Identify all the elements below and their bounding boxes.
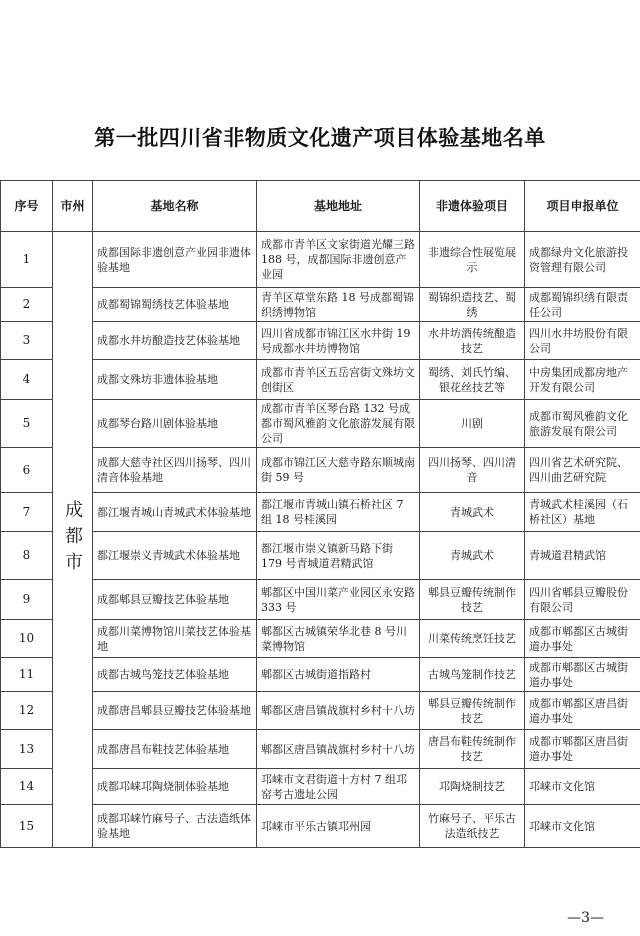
cell-base-name: 成都琴台路川剧体验基地 bbox=[93, 400, 257, 448]
cell-serial: 12 bbox=[1, 692, 53, 730]
table-row bbox=[1, 360, 640, 400]
table-row bbox=[1, 493, 640, 532]
table-row bbox=[1, 805, 640, 848]
table-row bbox=[1, 692, 640, 730]
cell-serial: 8 bbox=[1, 532, 53, 580]
cell-base-name: 成都国际非遗创意产业园非遗体验基地 bbox=[93, 232, 257, 288]
cell-project: 川菜传统烹饪技艺 bbox=[420, 620, 525, 658]
cell-unit: 四川水井坊股份有限公司 bbox=[525, 322, 640, 360]
table-row bbox=[1, 232, 640, 288]
cell-base-address: 郫都区中国川菜产业园区永安路 333 号 bbox=[257, 580, 420, 620]
cell-base-address: 成都市青羊区琴台路 132 号成都市蜀风雅韵文化旅游发展有限公司 bbox=[257, 400, 420, 448]
cell-serial: 7 bbox=[1, 493, 53, 532]
cell-project: 邛陶烧制技艺 bbox=[420, 769, 525, 805]
header-base-name: 基地名称 bbox=[93, 181, 257, 232]
cell-base-name: 成都邛崃邛陶烧制体验基地 bbox=[93, 769, 257, 805]
cell-unit: 中房集团成都房地产开发有限公司 bbox=[525, 360, 640, 400]
header-project: 非遗体验项目 bbox=[420, 181, 525, 232]
cell-project: 蜀锦织造技艺、蜀绣 bbox=[420, 288, 525, 322]
cell-unit: 成都市蜀风雅韵文化旅游发展有限公司 bbox=[525, 400, 640, 448]
cell-base-address: 邛崃市平乐古镇邛州园 bbox=[257, 805, 420, 848]
table-row bbox=[1, 532, 640, 580]
cell-unit: 成都市郫都区唐昌街道办事处 bbox=[525, 692, 640, 730]
cell-base-name: 成都水井坊酿造技艺体验基地 bbox=[93, 322, 257, 360]
cell-project: 蜀绣、刘氏竹编、银花丝技艺等 bbox=[420, 360, 525, 400]
cell-project: 青城武术 bbox=[420, 532, 525, 580]
document-title: 第一批四川省非物质文化遗产项目体验基地名单 bbox=[94, 126, 546, 150]
cell-base-address: 郫都区古城街道指路村 bbox=[257, 658, 420, 692]
header-serial: 序号 bbox=[1, 181, 53, 232]
table-row bbox=[1, 730, 640, 769]
cell-unit: 邛崃市文化馆 bbox=[525, 805, 640, 848]
cell-project: 四川扬琴、四川清音 bbox=[420, 448, 525, 493]
cell-serial: 3 bbox=[1, 322, 53, 360]
cell-project: 竹麻号子、平乐古法造纸技艺 bbox=[420, 805, 525, 848]
table-row bbox=[1, 658, 640, 692]
cell-unit: 青城道君精武馆 bbox=[525, 532, 640, 580]
cell-base-address: 郫都区唐昌镇战旗村乡村十八坊 bbox=[257, 730, 420, 769]
cell-base-name: 都江堰崇义青城武术体验基地 bbox=[93, 532, 257, 580]
table-row bbox=[1, 400, 640, 448]
cell-base-name: 成都文殊坊非遗体验基地 bbox=[93, 360, 257, 400]
table-row bbox=[1, 448, 640, 493]
cell-base-name: 成都邛崃竹麻号子、古法造纸体验基地 bbox=[93, 805, 257, 848]
cell-project: 唐昌布鞋传统制作技艺 bbox=[420, 730, 525, 769]
cell-serial: 13 bbox=[1, 730, 53, 769]
cell-base-address: 四川省成都市锦江区水井街 19 号成都水井坊博物馆 bbox=[257, 322, 420, 360]
cell-unit: 成都市郫都区古城街道办事处 bbox=[525, 620, 640, 658]
cell-base-name: 成都郫县豆瓣技艺体验基地 bbox=[93, 580, 257, 620]
cell-project: 郫县豆瓣传统制作技艺 bbox=[420, 692, 525, 730]
cell-base-address: 成都市锦江区大慈寺路东顺城南街 59 号 bbox=[257, 448, 420, 493]
cell-unit: 成都蜀锦织绣有限责任公司 bbox=[525, 288, 640, 322]
cell-base-name: 成都唐昌郫县豆瓣技艺体验基地 bbox=[93, 692, 257, 730]
table-row bbox=[1, 580, 640, 620]
cell-serial: 10 bbox=[1, 620, 53, 658]
header-base-address: 基地地址 bbox=[257, 181, 420, 232]
cell-base-address: 郫都区唐昌镇战旗村乡村十八坊 bbox=[257, 692, 420, 730]
city-label: 成都市 bbox=[62, 499, 83, 578]
cell-serial: 1 bbox=[1, 232, 53, 288]
cell-base-name: 都江堰青城山青城武术体验基地 bbox=[93, 493, 257, 532]
cell-serial: 15 bbox=[1, 805, 53, 848]
cell-base-name: 成都川菜博物馆川菜技艺体验基地 bbox=[93, 620, 257, 658]
cell-serial: 9 bbox=[1, 580, 53, 620]
base-list-table bbox=[0, 180, 640, 848]
cell-serial: 2 bbox=[1, 288, 53, 322]
cell-project: 川剧 bbox=[420, 400, 525, 448]
cell-unit: 邛崃市文化馆 bbox=[525, 769, 640, 805]
cell-base-address: 郫都区古城镇荣华北巷 8 号川菜博物馆 bbox=[257, 620, 420, 658]
cell-serial: 4 bbox=[1, 360, 53, 400]
cell-base-name: 成都蜀锦蜀绣技艺体验基地 bbox=[93, 288, 257, 322]
cell-project: 水井坊酒传统酿造技艺 bbox=[420, 322, 525, 360]
cell-base-address: 都江堰市崇义镇新马路下街 179 号青城道君精武馆 bbox=[257, 532, 420, 580]
table-row bbox=[1, 769, 640, 805]
cell-unit: 四川省艺术研究院、四川曲艺研究院 bbox=[525, 448, 640, 493]
cell-unit: 成都绿舟文化旅游投资管理有限公司 bbox=[525, 232, 640, 288]
cell-base-address: 成都市青羊区文家街道光耀三路 188 号，成都国际非遗创意产业园 bbox=[257, 232, 420, 288]
cell-base-address: 都江堰市青城山镇石桥社区 7 组 18 号桂溪园 bbox=[257, 493, 420, 532]
page-number: —3— bbox=[567, 910, 604, 926]
table-header-row bbox=[1, 181, 640, 232]
cell-serial: 11 bbox=[1, 658, 53, 692]
cell-unit: 青城武术桂溪园（石桥社区）基地 bbox=[525, 493, 640, 532]
table-row bbox=[1, 620, 640, 658]
cell-unit: 四川省郫县豆瓣股份有限公司 bbox=[525, 580, 640, 620]
table-row bbox=[1, 288, 640, 322]
cell-city bbox=[53, 232, 93, 848]
cell-base-address: 邛崃市文君街道十方村 7 组邛窑考古遗址公园 bbox=[257, 769, 420, 805]
cell-project: 古城鸟笼制作技艺 bbox=[420, 658, 525, 692]
cell-base-name: 成都古城鸟笼技艺体验基地 bbox=[93, 658, 257, 692]
header-unit: 项目申报单位 bbox=[525, 181, 640, 232]
cell-project: 非遗综合性展览展示 bbox=[420, 232, 525, 288]
cell-base-name: 成都大慈寺社区四川扬琴、四川清音体验基地 bbox=[93, 448, 257, 493]
cell-unit: 成都市郫都区古城街道办事处 bbox=[525, 658, 640, 692]
header-city: 市州 bbox=[53, 181, 93, 232]
cell-project: 青城武术 bbox=[420, 493, 525, 532]
cell-serial: 6 bbox=[1, 448, 53, 493]
cell-serial: 14 bbox=[1, 769, 53, 805]
cell-base-address: 成都市青羊区五岳宫街文殊坊文创街区 bbox=[257, 360, 420, 400]
cell-base-name: 成都唐昌布鞋技艺体验基地 bbox=[93, 730, 257, 769]
cell-unit: 成都市郫都区唐昌街道办事处 bbox=[525, 730, 640, 769]
cell-serial: 5 bbox=[1, 400, 53, 448]
table-row bbox=[1, 322, 640, 360]
cell-base-address: 青羊区草堂东路 18 号成都蜀锦织绣博物馆 bbox=[257, 288, 420, 322]
cell-project: 郫县豆瓣传统制作技艺 bbox=[420, 580, 525, 620]
